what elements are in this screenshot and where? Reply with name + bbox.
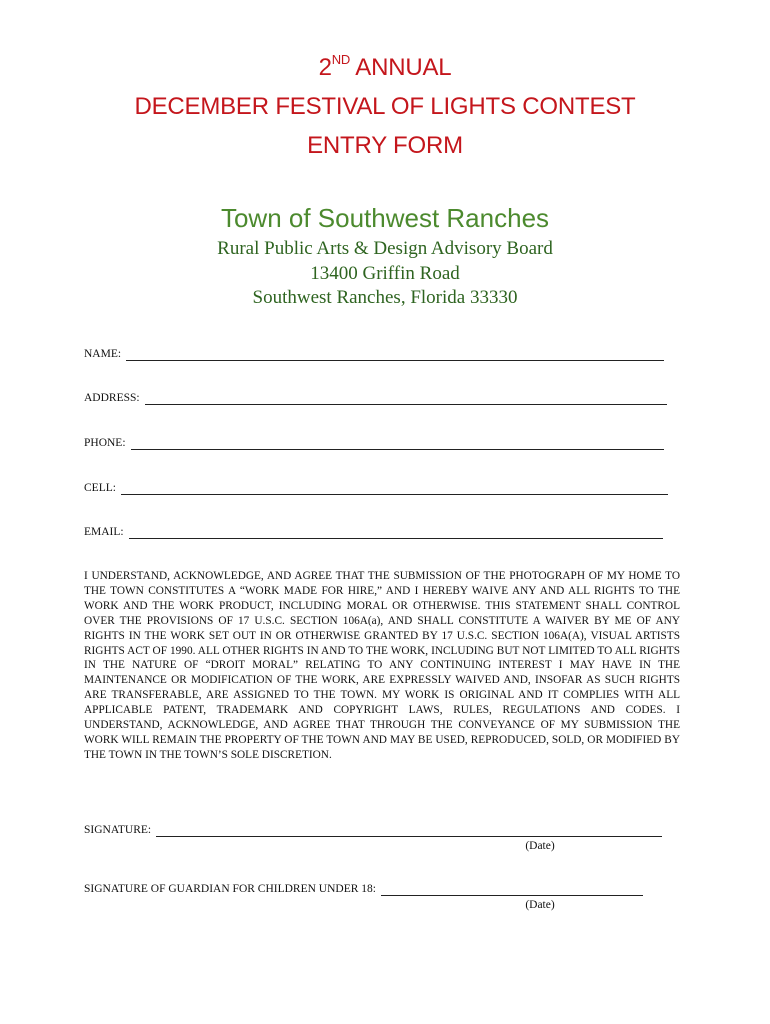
board-city: Southwest Ranches, Florida 33330 — [252, 287, 518, 308]
guardian-signature-label: SIGNATURE OF GUARDIAN FOR CHILDREN UNDER 18: — [84, 883, 376, 895]
heading-ordinal-suffix: ND — [331, 52, 351, 67]
name-blank[interactable] — [126, 349, 664, 361]
guardian-date-label: (Date) — [525, 899, 555, 911]
heading-ordinal-number: 2 — [318, 54, 332, 81]
email-blank[interactable] — [129, 527, 663, 539]
name-label: NAME: — [84, 348, 122, 360]
signature-field — [84, 823, 662, 837]
board-name: Rural Public Arts & Design Advisory Board — [217, 238, 553, 259]
heading-entry-form: ENTRY FORM — [307, 132, 463, 159]
cell-label: CELL: — [84, 482, 116, 494]
address-label: ADDRESS: — [84, 392, 140, 404]
form-heading — [0, 48, 770, 165]
heading-annual: ANNUAL — [355, 54, 452, 81]
email-field — [84, 525, 663, 539]
guardian-signature-field — [84, 882, 643, 896]
signature-blank[interactable] — [156, 825, 662, 837]
name-field — [84, 347, 664, 361]
cell-field — [84, 481, 668, 495]
heading-line-annual — [0, 48, 770, 87]
phone-field — [84, 436, 664, 450]
heading-contest-title: DECEMBER FESTIVAL OF LIGHTS CONTEST — [134, 93, 636, 120]
phone-label: PHONE: — [84, 437, 126, 449]
signature-label: SIGNATURE: — [84, 824, 152, 836]
signature-date-label: (Date) — [525, 840, 555, 852]
cell-blank[interactable] — [121, 483, 668, 495]
phone-blank[interactable] — [131, 438, 664, 450]
waiver-statement: I UNDERSTAND, ACKNOWLEDGE, AND AGREE THAT THE SUBMISSION OF THE PHOTOGRAPH OF MY HOME TO THE TOWN CONSTITUTES A “WORK MADE FOR HIRE,” AND I HEREBY WAIVE ANY AND ALL RIGHTS TO THE WORK AND THE WORK PRODUCT, INCLUDING MORAL OR OTHERWISE. THIS STATEMENT SHALL CONTROL OVER THE PROVISIONS OF 17 U.S.C. SECTION 106A(a), AND SHALL CONSTITUTE A WAIVER BY ME OF ANY RIGHTS IN THE WORK SET OUT IN OR OTHERWISE GRANTED BY 17 U.S.C. SECTION 106A(A), VISUAL ARTISTS RIGHTS ACT OF 1990. ALL OTHER RIGHTS IN AND TO THE WORK, INCLUDING BUT NOT LIMITED TO ALL RIGHTS IN THE NATURE OF “DROIT MORAL” RELATING TO ANY CONTINUING INTEREST I MAY HAVE IN THE MAINTENANCE OR MODIFICATION OF THE WORK, ARE EXPRESSLY WAIVED AND, INSOFAR AS SUCH RIGHTS ARE TRANSFERABLE, ARE ASSIGNED TO THE TOWN. MY WORK IS ORIGINAL AND IT COMPLIES WITH ALL APPLICABLE PATENT, TRADEMARK AND COPYRIGHT LAWS, RULES, REGULATIONS AND CODES. I UNDERSTAND, ACKNOWLEDGE, AND AGREE THAT THROUGH THE CONVEYANCE OF MY SUBMISSION THE WORK WILL REMAIN THE PROPERTY OF THE TOWN AND MAY BE USED, REPRODUCED, SOLD, OR MODIFIED BY THE TOWN IN THE TOWN’S SOLE DISCRETION. — [84, 570, 680, 761]
address-field — [84, 391, 667, 405]
board-address-block — [0, 237, 770, 311]
board-street: 13400 Griffin Road — [310, 262, 460, 284]
town-name: Town of Southwest Ranches — [220, 203, 550, 233]
email-label: EMAIL: — [84, 526, 124, 538]
guardian-signature-blank[interactable] — [381, 884, 643, 896]
address-blank[interactable] — [145, 393, 667, 405]
